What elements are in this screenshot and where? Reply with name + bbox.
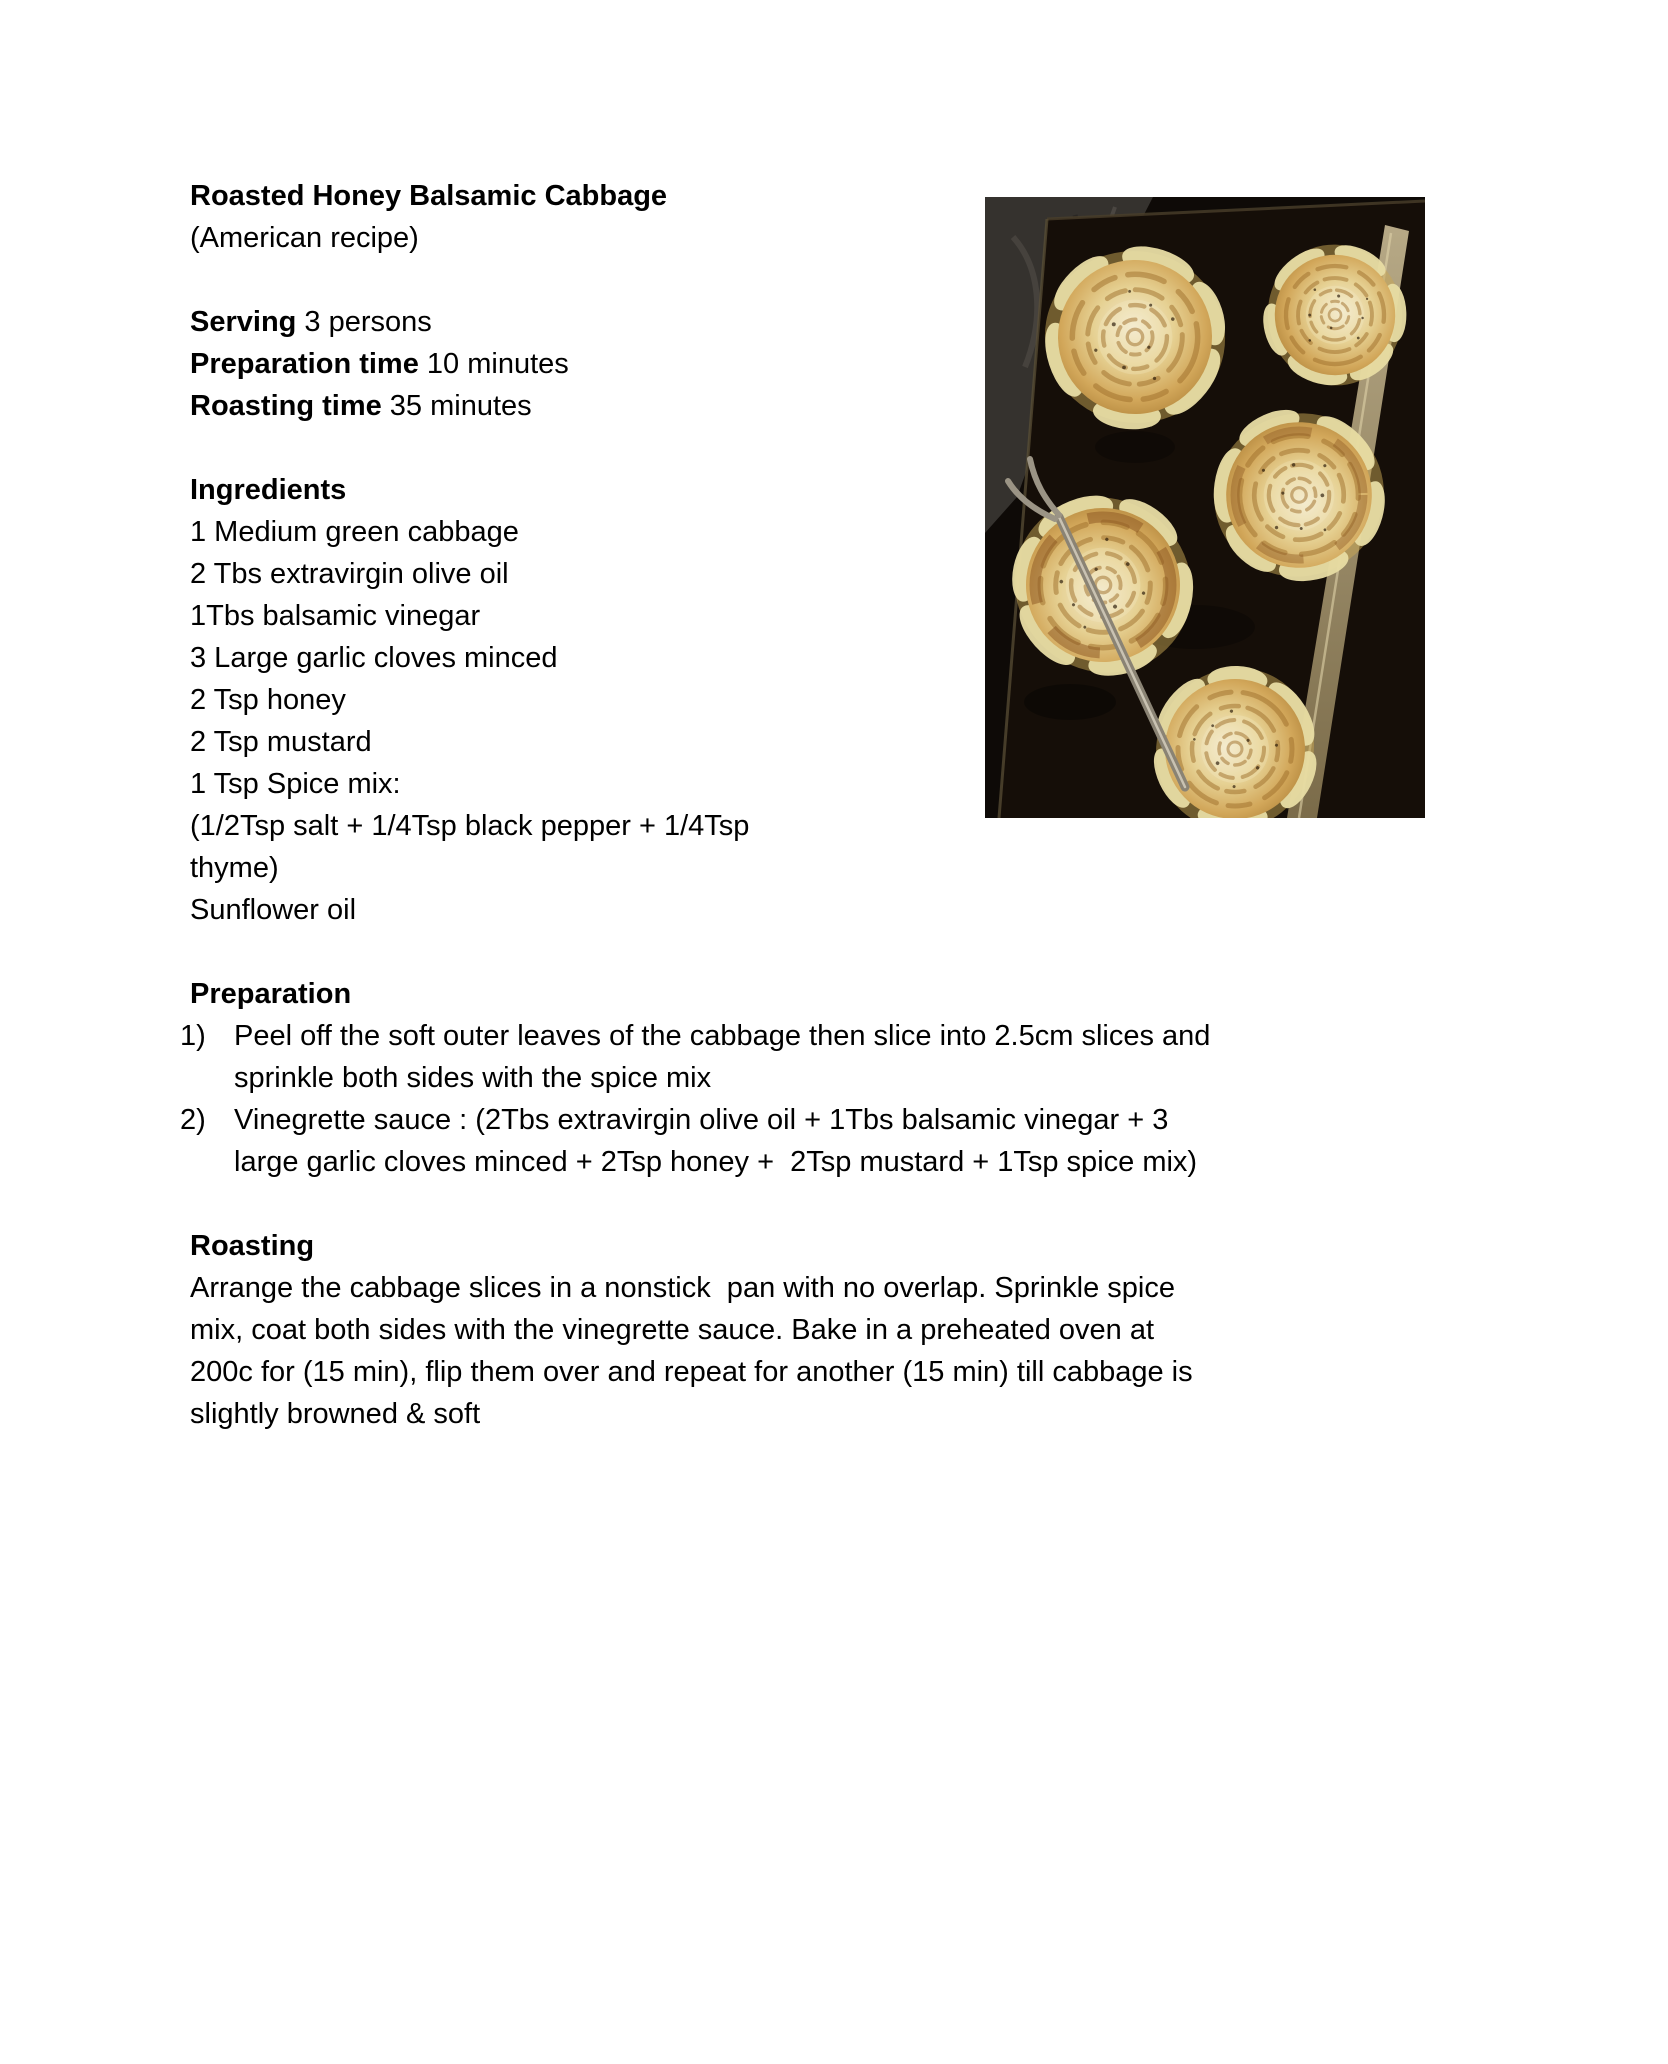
preparation-step-2 bbox=[180, 1099, 1460, 1183]
ingredient-item: (1/2Tsp salt + 1/4Tsp black pepper + 1/4Tsp bbox=[190, 810, 750, 842]
recipe-subtitle: (American recipe) bbox=[190, 222, 419, 254]
meta-value: 35 minutes bbox=[381, 390, 532, 422]
ingredient-item: 2 Tbs extravirgin olive oil bbox=[190, 558, 509, 590]
ingredient-item: 1 Tsp Spice mix: bbox=[190, 768, 401, 800]
step-text bbox=[234, 1099, 1460, 1183]
ingredients-heading: Ingredients bbox=[190, 474, 347, 506]
ingredient-item: 2 Tsp mustard bbox=[190, 726, 372, 758]
roasting-line: Arrange the cabbage slices in a nonstick pan with no overlap. Sprinkle spice bbox=[190, 1272, 1175, 1304]
roasting-line: mix, coat both sides with the vinegrette sauce. Bake in a preheated oven at bbox=[190, 1314, 1155, 1346]
blank-line bbox=[190, 1183, 1460, 1225]
meta-label: Roasting time bbox=[190, 390, 382, 422]
step-line: sprinkle both sides with the spice mix bbox=[234, 1062, 712, 1094]
roasting-line: 200c for (15 min), flip them over and repeat for another (15 min) till cabbage is bbox=[190, 1356, 1193, 1388]
meta-label: Serving bbox=[190, 306, 297, 338]
step-line: Peel off the soft outer leaves of the cabbage then slice into 2.5cm slices and bbox=[234, 1020, 1211, 1052]
step-text bbox=[234, 1015, 1460, 1099]
ingredient-item: 2 Tsp honey bbox=[190, 684, 346, 716]
ingredient-item: 1Tbs balsamic vinegar bbox=[190, 600, 481, 632]
step-line: large garlic cloves minced + 2Tsp honey + 2Tsp mustard + 1Tsp spice mix) bbox=[234, 1146, 1198, 1178]
recipe-photo bbox=[985, 197, 1425, 818]
step-number: 2) bbox=[180, 1104, 206, 1136]
recipe-title: Roasted Honey Balsamic Cabbage bbox=[190, 180, 668, 212]
meta-value: 10 minutes bbox=[418, 348, 569, 380]
meta-label: Preparation time bbox=[190, 348, 419, 380]
ingredient-item: 3 Large garlic cloves minced bbox=[190, 642, 558, 674]
roasting-heading: Roasting bbox=[190, 1230, 315, 1262]
roasting-line: slightly browned & soft bbox=[190, 1398, 481, 1430]
step-number: 1) bbox=[180, 1020, 206, 1052]
ingredient-item: Sunflower oil bbox=[190, 894, 357, 926]
ingredient-item: 1 Medium green cabbage bbox=[190, 516, 519, 548]
ingredient-item: thyme) bbox=[190, 852, 279, 884]
blank-line bbox=[190, 931, 1460, 973]
preparation-step-1 bbox=[180, 1015, 1460, 1099]
step-line: Vinegrette sauce : (2Tbs extravirgin olive oil + 1Tbs balsamic vinegar + 3 bbox=[234, 1104, 1169, 1136]
meta-value: 3 persons bbox=[296, 306, 432, 338]
preparation-heading: Preparation bbox=[190, 978, 352, 1010]
